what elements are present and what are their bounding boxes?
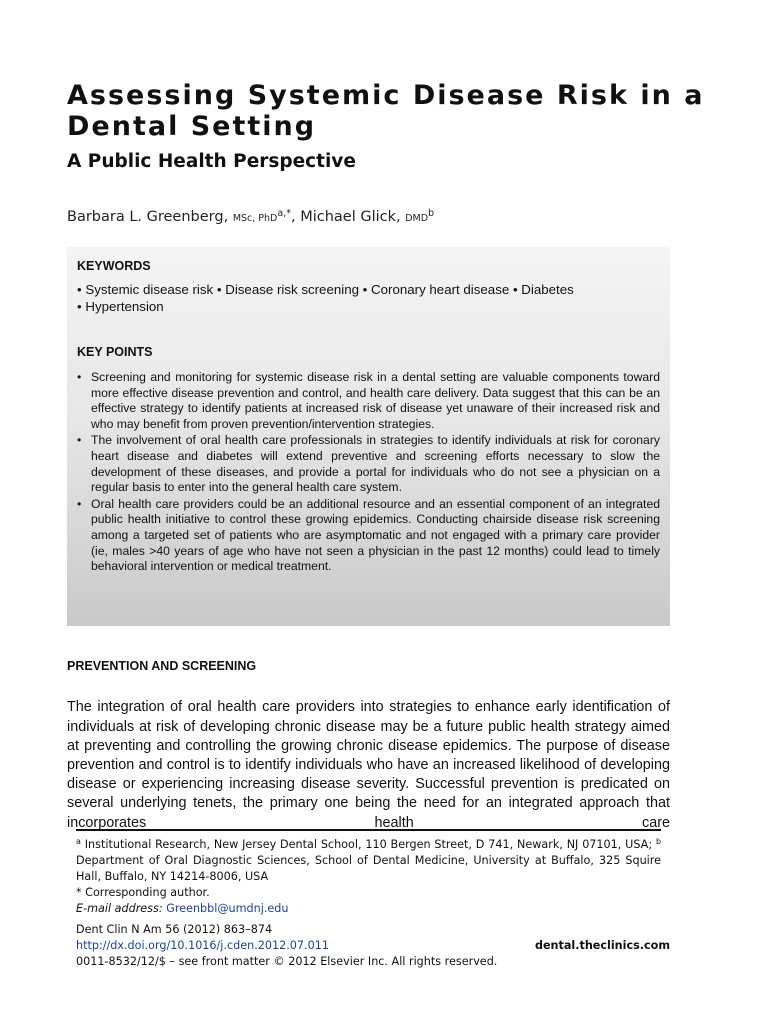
footnotes: [76, 837, 661, 917]
author-1-name: Barbara L. Greenberg,: [67, 209, 229, 225]
section-heading: PREVENTION AND SCREENING: [67, 659, 257, 673]
author-line: [67, 207, 707, 229]
copyright-notice: 0011-8532/12/$ – see front matter © 2012 Elsevier Inc. All rights reserved.: [76, 955, 498, 968]
key-point-3: [77, 497, 660, 575]
key-points-list: [77, 370, 660, 575]
key-point-2: [77, 433, 660, 495]
affiliations: [76, 837, 661, 885]
author-1-degree: MSc, PhD: [232, 213, 278, 224]
affiliation-b: Department of Oral Diagnostic Sciences, School of Dental Medicine, University at Buffalo, 325 Squire Hall, Buffalo, NY 14214-8006, USA: [76, 854, 661, 883]
affiliation-b-marker: b: [655, 837, 662, 846]
key-points-heading: KEY POINTS: [77, 345, 153, 359]
keywords-line-2: • Hypertension: [77, 299, 164, 314]
corresponding-author-note: * Corresponding author.: [76, 886, 210, 899]
bullet-icon: •: [77, 496, 82, 511]
article-title: Assessing Systemic Disease Risk in a Dental Setting: [67, 80, 705, 142]
bullet-icon: •: [77, 370, 82, 384]
section-paragraph: The integration of oral health care providers into strategies to enhance early identification of individuals at risk of developing chronic disease may be a future public health strategy aimed at preventing and controlling the growing chronic disease epidemics. The purpose of disease prevention and control is to identify individuals who have an increased likelihood of developing disease or experiencing increasing disease severity. Successful prevention is predicated on several underlying tenets, the primary one being the need for an integrated approach that incorporates health care: [67, 699, 670, 831]
citation-block: [76, 922, 670, 970]
key-point-1: [77, 370, 660, 432]
key-point-text: Oral health care providers could be an additional resource and an essential component of an integrated public health initiative to control these growing epidemics. Conducting chairside disease risk screening among a targeted set of patients who are asymptomatic and not engaged with a primary care provider (ie, males >40 years of age who have not seen a physician in the past 12 months) could lead to timely behavioral intervention or medical treatment.: [91, 496, 660, 574]
author-separator: ,: [290, 209, 296, 225]
journal-citation: Dent Clin N Am 56 (2012) 863–874: [76, 923, 273, 936]
author-2-name: Michael Glick,: [300, 209, 401, 225]
author-2-affiliation-marker[interactable]: b: [428, 208, 435, 219]
email-link[interactable]: Greenbbl@umdnj.edu: [166, 902, 289, 915]
key-point-text: Screening and monitoring for systemic disease risk in a dental setting are valuable components toward more effective disease prevention and control, and health care delivery. Data suggest that this can be an effective strategy to identify patients at increased risk of disease yet unaware of their increased risk and who may benefit from proven prevention/intervention strategies.: [91, 370, 660, 431]
email-label: E-mail address:: [76, 902, 163, 915]
bullet-icon: •: [77, 433, 82, 448]
article-subtitle: A Public Health Perspective: [67, 151, 356, 172]
keywords-line-1: • Systemic disease risk • Disease risk screening • Coronary heart disease • Diabetes: [77, 282, 574, 297]
keywords-list: [77, 281, 660, 315]
email-line: [76, 901, 661, 917]
keywords-heading: KEYWORDS: [77, 259, 151, 273]
affiliation-a: Institutional Research, New Jersey Dental School, 110 Bergen Street, D 741, Newark, NJ 07101, USA;: [84, 838, 653, 851]
journal-site[interactable]: dental.theclinics.com: [534, 939, 670, 952]
key-point-text: The involvement of oral health care professionals in strategies to identify individuals at risk for coronary heart disease and diabetes will extend preventive and screening efforts necessary to slow the development of these diseases, and provide a portal for individuals who do not see a physician on a regular basis to enter into the general health care system.: [91, 433, 660, 495]
keywords-keypoints-box: [67, 247, 670, 626]
footnote-divider: [76, 829, 661, 831]
author-2-degree: DMD: [405, 213, 429, 224]
affiliation-a-marker: a: [76, 837, 81, 846]
doi-link[interactable]: http://dx.doi.org/10.1016/j.cden.2012.07.011: [76, 939, 329, 952]
author-1-affiliation-marker[interactable]: a,*: [277, 208, 291, 219]
